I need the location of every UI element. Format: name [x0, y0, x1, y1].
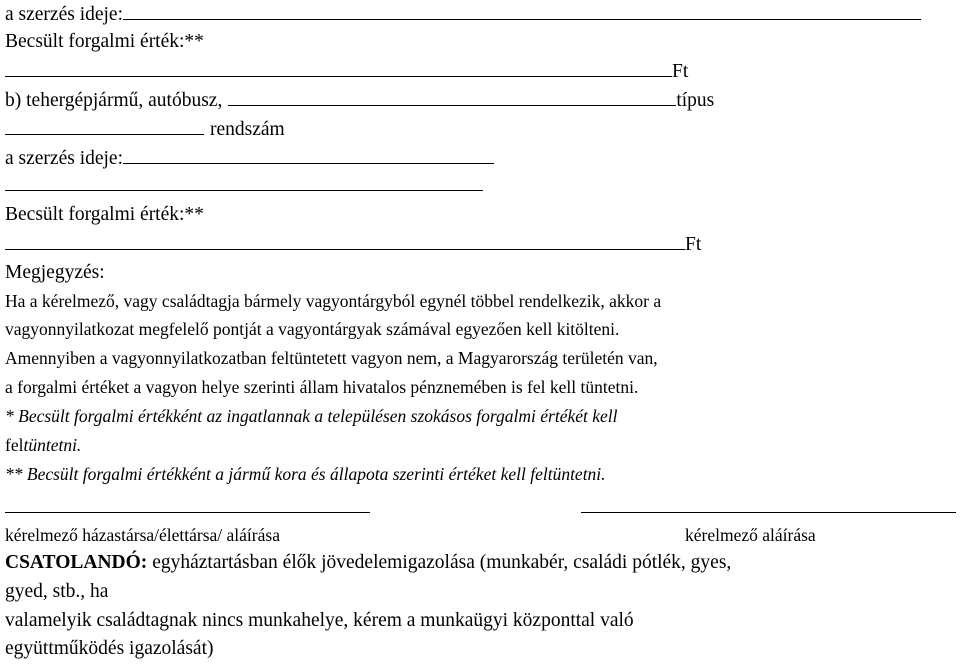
- type-label: típus: [676, 90, 715, 111]
- acq-date-row-a: [5, 2, 921, 27]
- value-row-b: [5, 232, 701, 257]
- notes-heading: Megjegyzés:: [5, 262, 105, 283]
- attach-text: gyed, stb., ha: [5, 581, 109, 602]
- note-text: Amennyiben a vagyonnyilatkozatban feltüntetett vagyon nem, a Magyarország területén van,: [5, 348, 658, 368]
- value-field[interactable]: [5, 232, 685, 250]
- plate-row-b: [5, 117, 285, 142]
- attach-label: CSATOLANDÓ:: [5, 552, 148, 573]
- vehicle-row-b: [5, 88, 714, 113]
- value-field[interactable]: [5, 59, 672, 77]
- type-field[interactable]: [228, 88, 676, 106]
- footnote-single-star-cont: [5, 433, 81, 457]
- acq-date-field[interactable]: [123, 146, 494, 164]
- spouse-signature-line[interactable]: [5, 512, 370, 513]
- plate-label: rendszám: [210, 119, 285, 140]
- attach-text: valamelyik családtagnak nincs munkahelye, kérem a munkaügyi központtal való: [5, 610, 634, 631]
- applicant-signature-label: kérelmező aláírása: [685, 525, 816, 545]
- footnote-fragment: fel: [5, 435, 24, 455]
- attach-text: egyháztartásban élők jövedelemigazolása (munkabér, családi pótlék, gyes,: [147, 552, 732, 573]
- note-text: a forgalmi értéket a vagyon helye szerinti állam hivatalos pénznemében is fel kell tüntetni.: [5, 377, 639, 397]
- acq-date-label: a szerzés ideje:: [5, 4, 124, 25]
- value-label-b: Becsült forgalmi érték:**: [5, 204, 204, 225]
- acq-date-continuation-line[interactable]: [5, 190, 483, 191]
- note-text: Ha a kérelmező, vagy családtagja bármely vagyontárgyból egynél többel rendelkezik, akkor a: [5, 291, 662, 311]
- acq-date-field[interactable]: [123, 2, 921, 20]
- footnote-double-star: ** Becsült forgalmi értékként a jármű kora és állapota szerinti értéket kell feltüntetni.: [5, 464, 606, 484]
- value-row-a: [5, 59, 688, 84]
- currency-label: Ft: [672, 61, 689, 82]
- vehicle-title: b) tehergépjármű, autóbusz,: [5, 90, 223, 111]
- currency-label: Ft: [685, 234, 702, 255]
- footnote-single-star: * Becsült forgalmi értékként az ingatlannak a településen szokásos forgalmi értékét kell: [5, 406, 618, 426]
- acq-date-row-b: [5, 146, 494, 171]
- applicant-signature-line[interactable]: [581, 512, 956, 513]
- attach-row: [5, 551, 731, 575]
- attach-text: együttműködés igazolását): [5, 638, 214, 659]
- acq-date-label: a szerzés ideje:: [5, 148, 124, 169]
- spouse-signature-label: kérelmező házastársa/élettársa/ aláírása: [5, 525, 280, 545]
- footnote-fragment: tüntetni.: [23, 435, 82, 455]
- plate-field[interactable]: [5, 117, 204, 135]
- value-label-a: Becsült forgalmi érték:**: [5, 31, 204, 52]
- note-text: vagyonnyilatkozat megfelelő pontját a vagyontárgyak számával egyezően kell kitölteni.: [5, 319, 620, 339]
